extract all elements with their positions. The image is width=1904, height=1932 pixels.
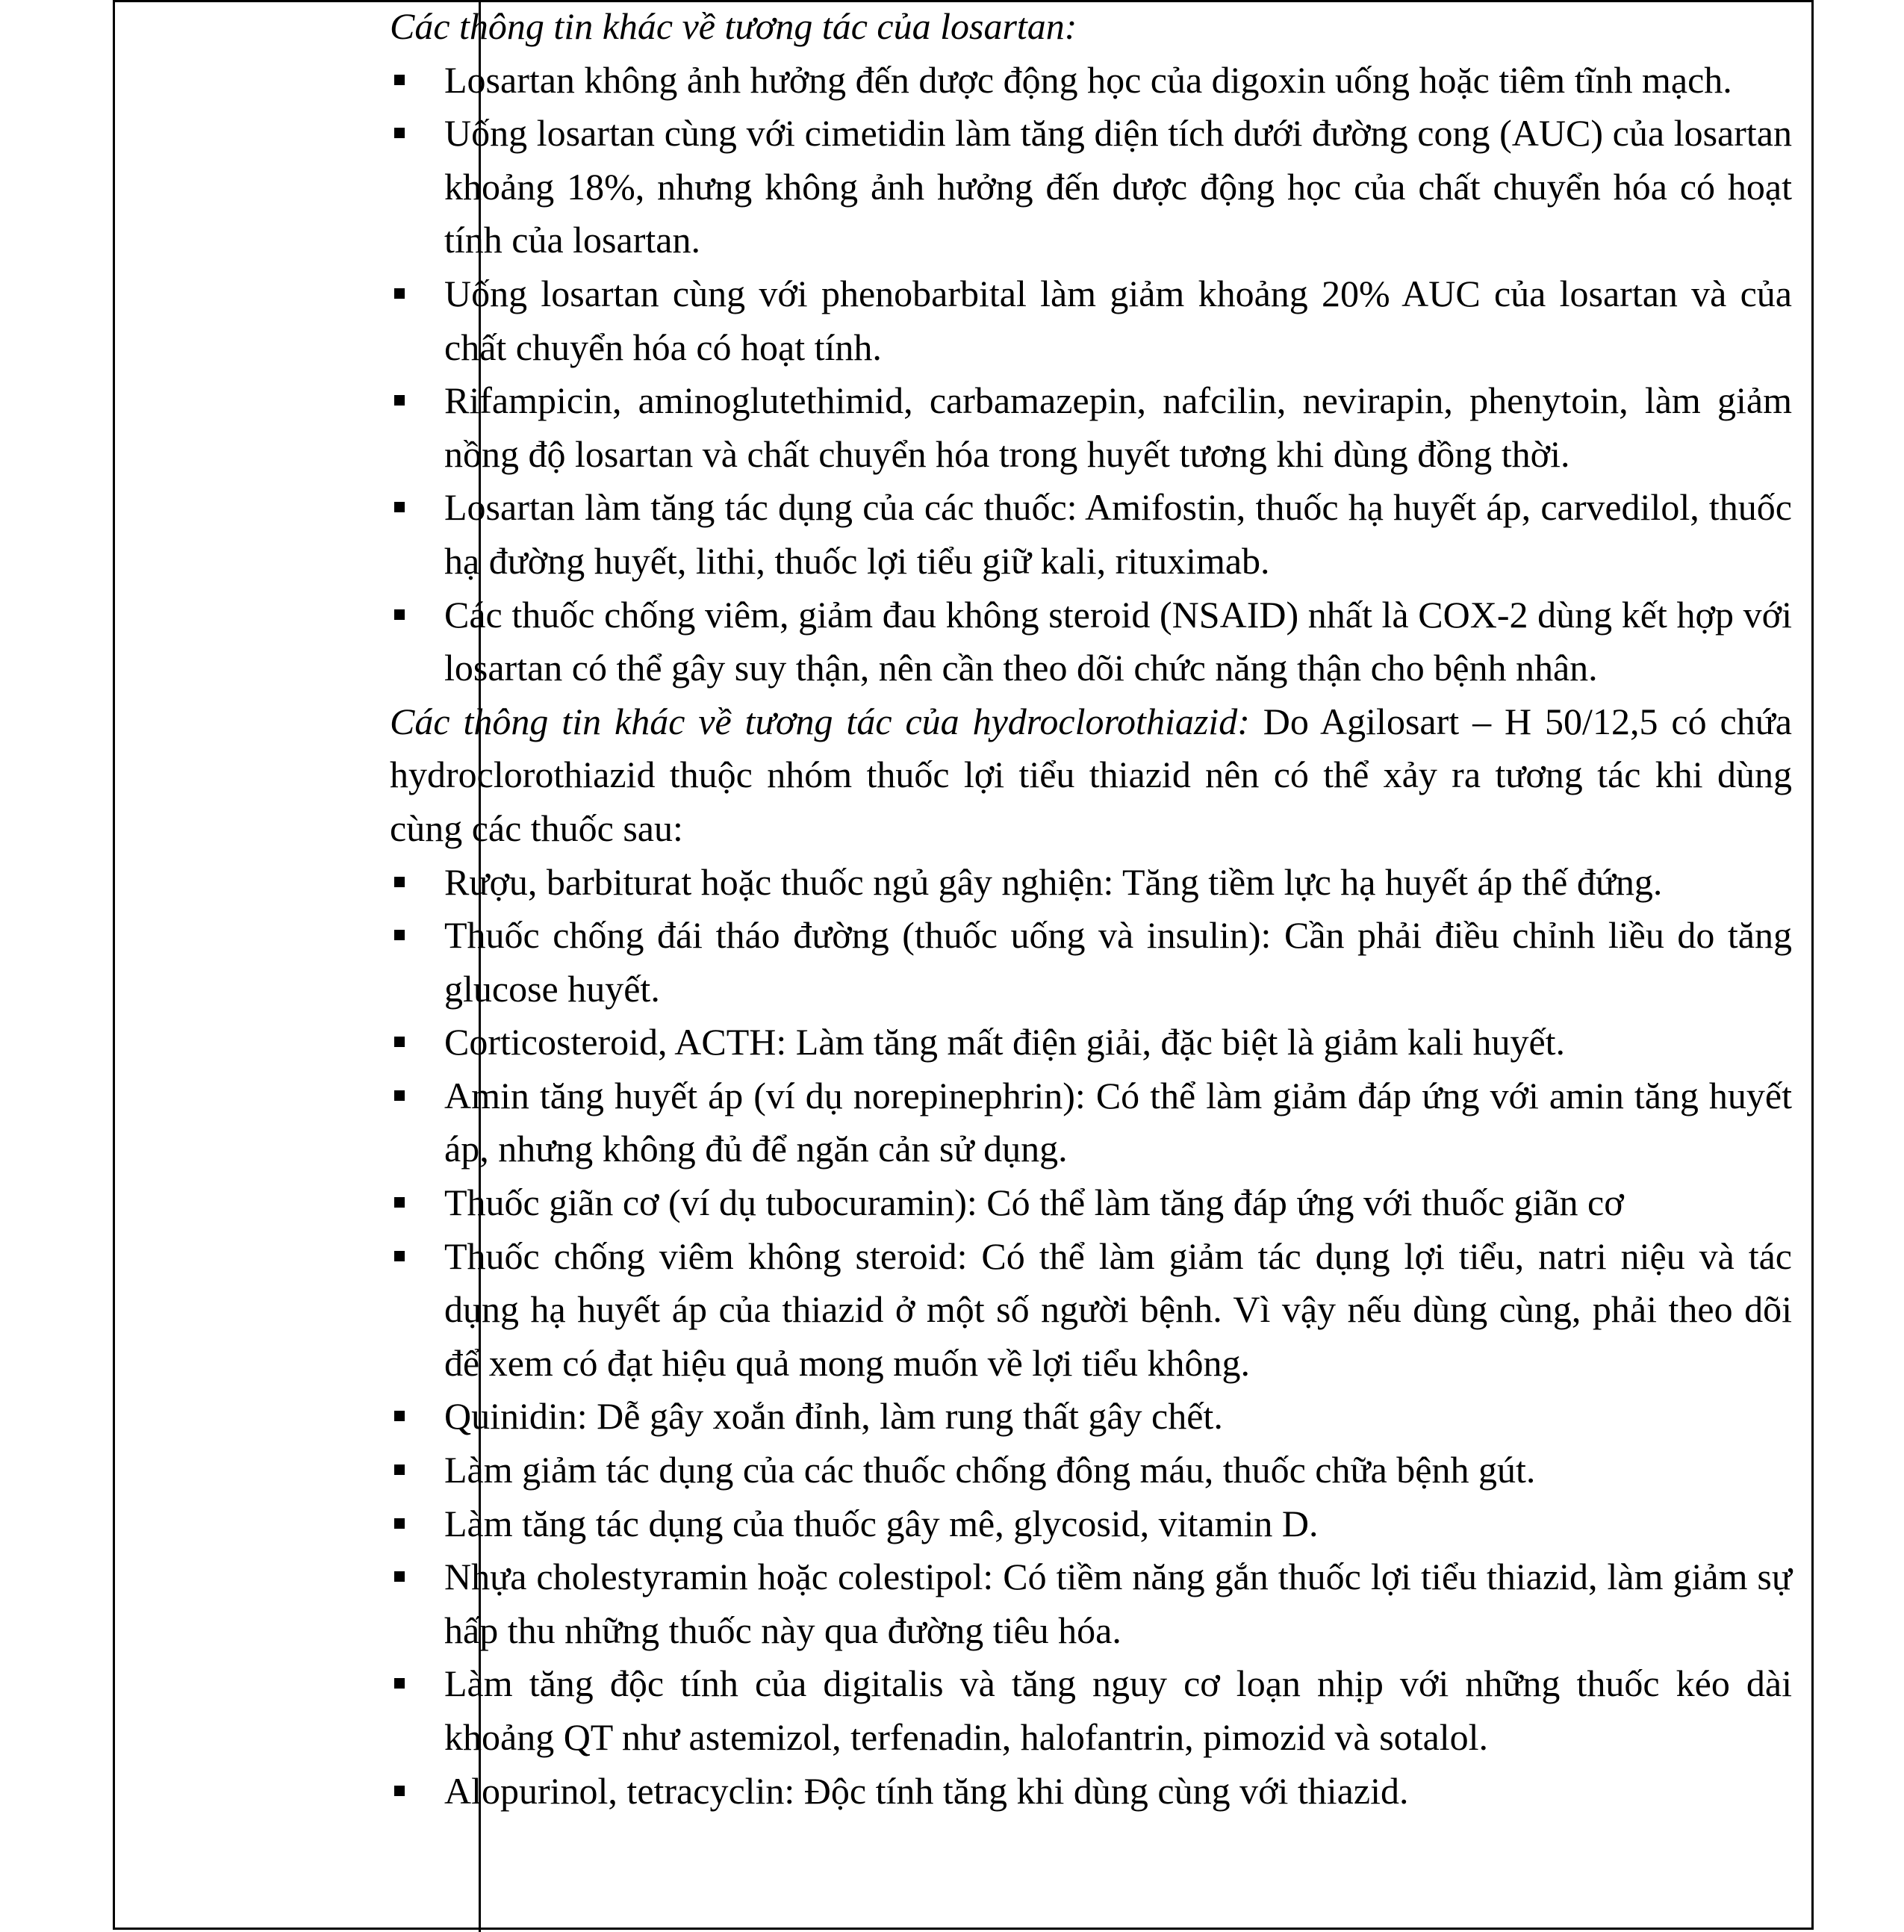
square-bullet-icon bbox=[394, 1464, 405, 1475]
list-item-text: Rượu, barbiturat hoặc thuốc ngủ gây nghiện: Tăng tiềm lực hạ huyết áp thế đứng. bbox=[444, 860, 1663, 903]
square-bullet-icon bbox=[394, 288, 405, 299]
square-bullet-icon bbox=[394, 502, 405, 512]
list-item bbox=[390, 54, 1792, 108]
list-item-text: Alopurinol, tetracyclin: Độc tính tăng khi dùng cùng với thiazid. bbox=[444, 1769, 1409, 1812]
list-item-text: Uống losartan cùng với cimetidin làm tăng diện tích dưới đường cong (AUC) của losartan khoảng 18%, nhưng không ảnh hưởng đến dược động học của chất chuyển hóa có hoạt tính của losartan. bbox=[444, 112, 1792, 261]
hydro-heading: Các thông tin khác về tương tác của hydroclorothiazid: bbox=[390, 700, 1250, 742]
square-bullet-icon bbox=[394, 395, 405, 406]
list-item-text: Amin tăng huyết áp (ví dụ norepinephrin): Có thể làm giảm đáp ứng với amin tăng huyết áp, nhưng không đủ để ngăn cản sử dụng. bbox=[444, 1074, 1792, 1170]
interactions-content bbox=[390, 0, 1792, 1818]
list-item bbox=[390, 1069, 1792, 1176]
list-item bbox=[390, 856, 1792, 910]
square-bullet-icon bbox=[394, 1786, 405, 1796]
square-bullet-icon bbox=[394, 128, 405, 138]
square-bullet-icon bbox=[394, 1197, 405, 1208]
square-bullet-icon bbox=[394, 877, 405, 887]
list-item-text: Làm tăng tác dụng của thuốc gây mê, glycosid, vitamin D. bbox=[444, 1502, 1319, 1544]
list-item bbox=[390, 1390, 1792, 1444]
square-bullet-icon bbox=[394, 1518, 405, 1529]
square-bullet-icon bbox=[394, 75, 405, 85]
losartan-heading-paragraph bbox=[390, 0, 1792, 54]
losartan-heading: Các thông tin khác về tương tác của losartan: bbox=[390, 5, 1077, 47]
list-item bbox=[390, 1016, 1792, 1069]
square-bullet-icon bbox=[394, 1090, 405, 1101]
hydro-intro: Do Agilosart – H 50/12,5 có chứa hydroclorothiazid thuộc nhóm thuốc lợi tiểu thiazid nên có thể xảy ra tương tác khi dùng cùng các thuốc sau: bbox=[390, 700, 1792, 849]
list-item bbox=[390, 1765, 1792, 1818]
losartan-list bbox=[390, 54, 1792, 695]
list-item bbox=[390, 107, 1792, 267]
square-bullet-icon bbox=[394, 930, 405, 940]
list-item-text: Losartan không ảnh hưởng đến dược động học của digoxin uống hoặc tiêm tĩnh mạch. bbox=[444, 58, 1732, 101]
square-bullet-icon bbox=[394, 1678, 405, 1689]
list-item-text: Corticosteroid, ACTH: Làm tăng mất điện giải, đặc biệt là giảm kali huyết. bbox=[444, 1021, 1566, 1063]
list-item bbox=[390, 374, 1792, 481]
list-item-text: Thuốc chống đái tháo đường (thuốc uống và insulin): Cần phải điều chỉnh liều do tăng glucose huyết. bbox=[444, 914, 1792, 1010]
list-item bbox=[390, 1230, 1792, 1391]
list-item-text: Rifampicin, aminoglutethimid, carbamazepin, nafcilin, nevirapin, phenytoin, làm giảm nồng độ losartan và chất chuyển hóa trong huyết tương khi dùng đồng thời. bbox=[444, 379, 1792, 475]
list-item bbox=[390, 909, 1792, 1016]
list-item bbox=[390, 1550, 1792, 1657]
list-item-text: Nhựa cholestyramin hoặc colestipol: Có tiềm năng gắn thuốc lợi tiểu thiazid, làm giảm sự hấp thu những thuốc này qua đường tiêu hóa. bbox=[444, 1556, 1792, 1651]
list-item-text: Thuốc giãn cơ (ví dụ tubocuramin): Có thể làm tăng đáp ứng với thuốc giãn cơ bbox=[444, 1181, 1624, 1224]
list-item-text: Làm tăng độc tính của digitalis và tăng nguy cơ loạn nhịp với những thuốc kéo dài khoảng QT như astemizol, terfenadin, halofantrin, pimozid và sotalol. bbox=[444, 1662, 1792, 1758]
list-item bbox=[390, 1657, 1792, 1764]
list-item bbox=[390, 1176, 1792, 1230]
list-item-text: Uống losartan cùng với phenobarbital làm giảm khoảng 20% AUC của losartan và của chất chuyển hóa có hoạt tính. bbox=[444, 272, 1792, 368]
square-bullet-icon bbox=[394, 1251, 405, 1261]
list-item bbox=[390, 588, 1792, 695]
list-item-text: Các thuốc chống viêm, giảm đau không steroid (NSAID) nhất là COX-2 dùng kết hợp với losartan có thể gây suy thận, nên cần theo dõi chức năng thận cho bệnh nhân. bbox=[444, 593, 1792, 689]
square-bullet-icon bbox=[394, 609, 405, 620]
list-item bbox=[390, 1497, 1792, 1551]
hydro-list bbox=[390, 856, 1792, 1818]
square-bullet-icon bbox=[394, 1571, 405, 1582]
hydro-intro-paragraph bbox=[390, 695, 1792, 856]
list-item bbox=[390, 267, 1792, 374]
list-item-text: Losartan làm tăng tác dụng của các thuốc: Amifostin, thuốc hạ huyết áp, carvedilol, thuốc hạ đường huyết, lithi, thuốc lợi tiểu giữ kali, rituximab. bbox=[444, 486, 1792, 582]
list-item-text: Quinidin: Dễ gây xoắn đỉnh, làm rung thất gây chết. bbox=[444, 1395, 1223, 1438]
list-item bbox=[390, 481, 1792, 588]
list-item-text: Làm giảm tác dụng của các thuốc chống đông máu, thuốc chữa bệnh gút. bbox=[444, 1449, 1536, 1491]
square-bullet-icon bbox=[394, 1037, 405, 1047]
list-item bbox=[390, 1444, 1792, 1497]
square-bullet-icon bbox=[394, 1411, 405, 1421]
list-item-text: Thuốc chống viêm không steroid: Có thể làm giảm tác dụng lợi tiểu, natri niệu và tác dụng hạ huyết áp của thiazid ở một số người bệnh. Vì vậy nếu dùng cùng, phải theo dõi để xem có đạt hiệu quả mong muốn về lợi tiểu không. bbox=[444, 1234, 1792, 1384]
